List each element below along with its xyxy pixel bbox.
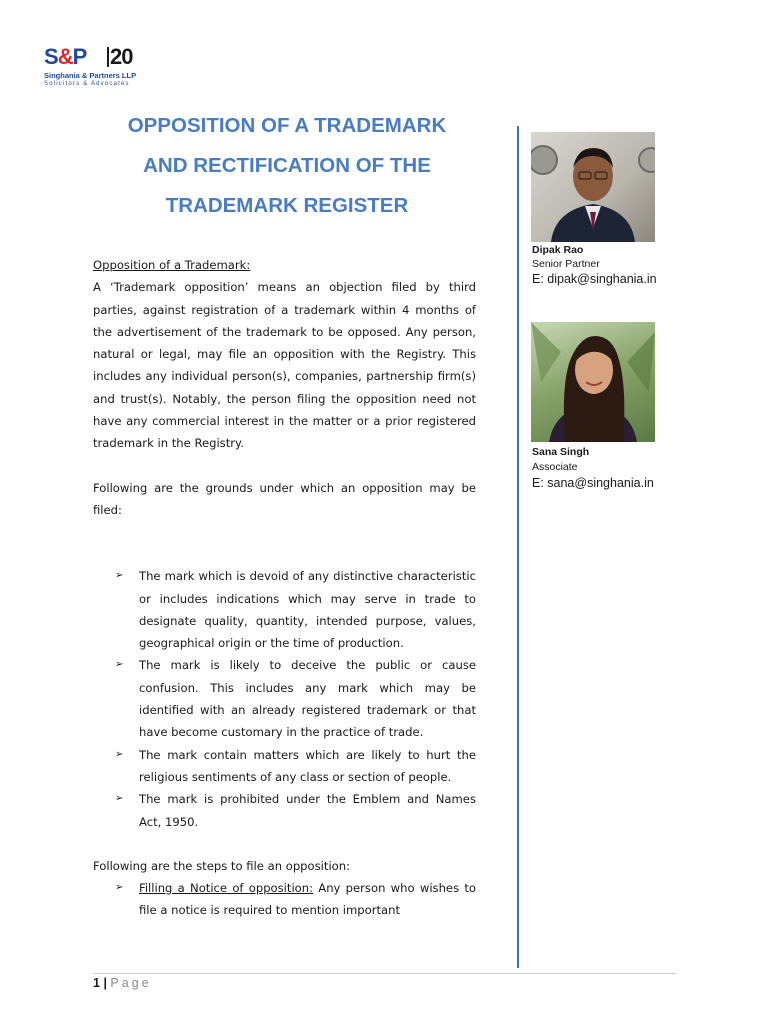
logo-firm-name: Singhania & Partners LLP (44, 71, 137, 80)
step-heading: Filling a Notice of opposition: (139, 881, 314, 896)
author-photo-dipak-rao (531, 132, 655, 242)
section-heading: Opposition of a Trademark: (93, 258, 251, 272)
intro-paragraph: A ‘Trademark opposition’ means an objection filed by third parties, against registration of a trademark within 4 months of the advertisement of the trademark to be opposed. Any person, natural or legal, may file an opposition with the Registry. This includes any individual person(s), companies, partnership firm(s) and trust(s). Notably, the person filing the opposition need not have any commercial interest in the matter or a prior registered trademark in the Registry. (93, 280, 476, 451)
arrow-bullet-icon: ➢ (115, 570, 124, 582)
portrait-illustration (531, 132, 655, 242)
author-name: Dipak Rao (532, 244, 584, 256)
list-item: ➢ The mark is likely to deceive the public or cause confusion. This includes any mark which may be identified with an already registered trademark or that have become customary in the practice of trade. (93, 654, 476, 743)
column-divider (517, 126, 519, 968)
steps-list (93, 877, 476, 922)
footer-rule (93, 973, 677, 974)
grounds-intro: Following are the grounds under which an opposition may be filed: (93, 480, 476, 517)
logo-letter-s: S (44, 44, 58, 69)
author-role: Associate (532, 461, 578, 473)
title-line-3: TRADEMARK REGISTER (165, 194, 409, 217)
steps-intro: Following are the steps to file an opposition: (93, 858, 351, 873)
main-content (93, 254, 476, 922)
arrow-bullet-icon: ➢ (115, 793, 124, 805)
list-item (93, 877, 476, 922)
arrow-bullet-icon: ➢ (115, 659, 124, 671)
portrait-illustration (531, 322, 655, 442)
page-footer (93, 976, 152, 990)
author-name: Sana Singh (532, 446, 590, 458)
author-email: E: sana@singhania.in (532, 476, 654, 490)
footer-separator: | (103, 976, 107, 990)
page-label: Page (110, 976, 152, 990)
arrow-bullet-icon: ➢ (115, 882, 124, 894)
logo-monogram (44, 44, 86, 70)
grounds-list (93, 565, 476, 833)
author-photo-sana-singh (531, 322, 655, 442)
list-item: ➢ The mark which is devoid of any distinctive characteristic or includes indications which may serve in trade to designate quality, quantity, intended purpose, values, geographical origin or the time of production. (93, 565, 476, 654)
title-line-1: OPPOSITION OF A TRADEMARK (127, 114, 447, 137)
author-role: Senior Partner (532, 258, 600, 270)
logo-letter-p: P (72, 44, 87, 69)
firm-logo (44, 44, 154, 94)
author-email: E: dipak@singhania.in (532, 272, 657, 286)
logo-divider (107, 47, 109, 67)
logo-anniversary: 20 (110, 44, 133, 69)
logo-tagline: Solicitors & Advocates (44, 81, 130, 87)
list-item: ➢ The mark contain matters which are likely to hurt the religious sentiments of any class or section of people. (93, 744, 476, 789)
list-item: ➢ The mark is prohibited under the Emblem and Names Act, 1950. (93, 788, 476, 833)
title-line-2: AND RECTIFICATION OF THE (143, 154, 431, 177)
arrow-bullet-icon: ➢ (115, 748, 124, 760)
step-text: Any person who wishes to file a notice is required to mention important (139, 881, 476, 918)
page-number: 1 (93, 976, 100, 990)
document-title (94, 106, 480, 226)
logo-ampersand: & (57, 44, 73, 69)
